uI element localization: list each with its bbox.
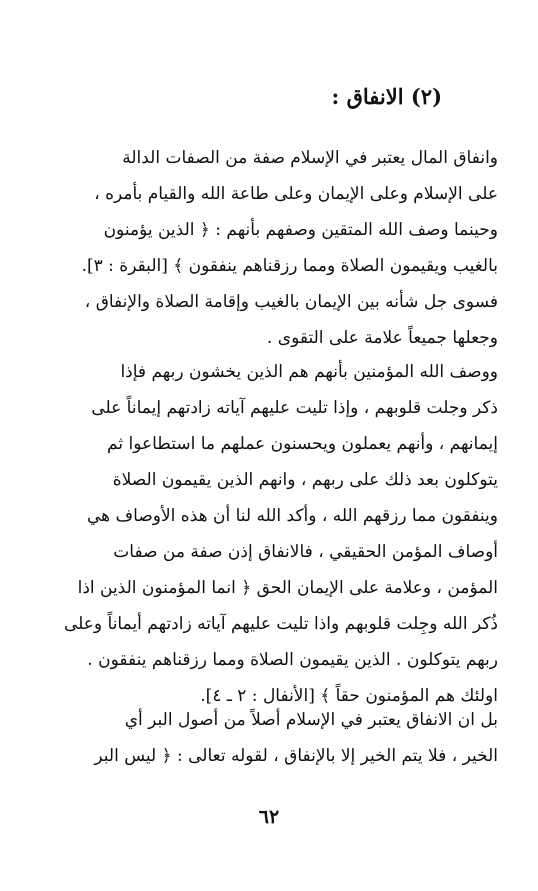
text-line: المؤمن ، وعلامة على الإيمان الحق ﴿ انما المؤمنون الذين اذا	[77, 578, 498, 598]
paragraph-2	[0, 354, 538, 714]
text-line: يتوكلون بعد ذلك على ربهم ، وانهم الذين يقيمون الصلاة	[112, 470, 498, 490]
paragraph-1	[0, 140, 538, 356]
text-line: ذُكر الله وجِلت قلوبهم واذا تليت عليهم آياته زادتهم أيماناً وعلى	[63, 614, 498, 634]
text-line: بل ان الانفاق يعتبر في الإسلام أصلاً من أصول البر أي	[124, 710, 498, 730]
text-line: وينفقون مما رزقهم الله ، وأكد الله لنا أن هذه الأوصاف هي	[86, 506, 498, 526]
text-line: أوصاف المؤمن الحقيقي ، فالانفاق إذن صفة من صفات	[113, 542, 498, 562]
text-line: إيمانهم ، وأنهم يعملون ويحسنون عملهم ما استطاعوا ثم	[107, 434, 498, 454]
section-heading: (٢) الانفاق :	[331, 84, 442, 109]
text-line: على الإسلام وعلى الإيمان وعلى طاعة الله والقيام بأمره ،	[94, 184, 498, 204]
text-line: ذكر وجلت قلوبهم ، وإذا تليت عليهم آياته زادتهم إيماناً على	[91, 398, 498, 418]
page-number: ٦٢	[258, 806, 280, 828]
text-line: ووصف الله المؤمنين بأنهم هم الذين يخشون ربهم فإذا	[120, 362, 498, 382]
text-line: الخير ، فلا يتم الخير إلا بالإنفاق ، لقوله تعالى : ﴿ ليس البر	[94, 746, 498, 766]
text-line: وجعلها جميعاً علامة على التقوى .	[266, 328, 498, 348]
text-line: وانفاق المال يعتبر في الإسلام صفة من الصفات الدالة	[122, 148, 498, 168]
text-line: ربهم يتوكلون . الذين يقيمون الصلاة ومما رزقناهم ينفقون .	[87, 650, 498, 670]
paragraph-3	[0, 702, 538, 774]
text-line: وحينما وصف الله المتقين وصفهم بأنهم : ﴿ الذين يؤمنون	[103, 220, 498, 240]
text-line: بالغيب ويقيمون الصلاة ومما رزقناهم ينفقون ﴾ [البقرة : ٣].	[81, 256, 498, 276]
text-line: فسوى جل شأنه بين الإيمان بالغيب وإقامة الصلاة والإنفاق ،	[84, 292, 498, 312]
text-line: اولئك هم المؤمنون حقاً ﴾ [الأنفال : ٢ ـ ٤].	[200, 686, 498, 706]
